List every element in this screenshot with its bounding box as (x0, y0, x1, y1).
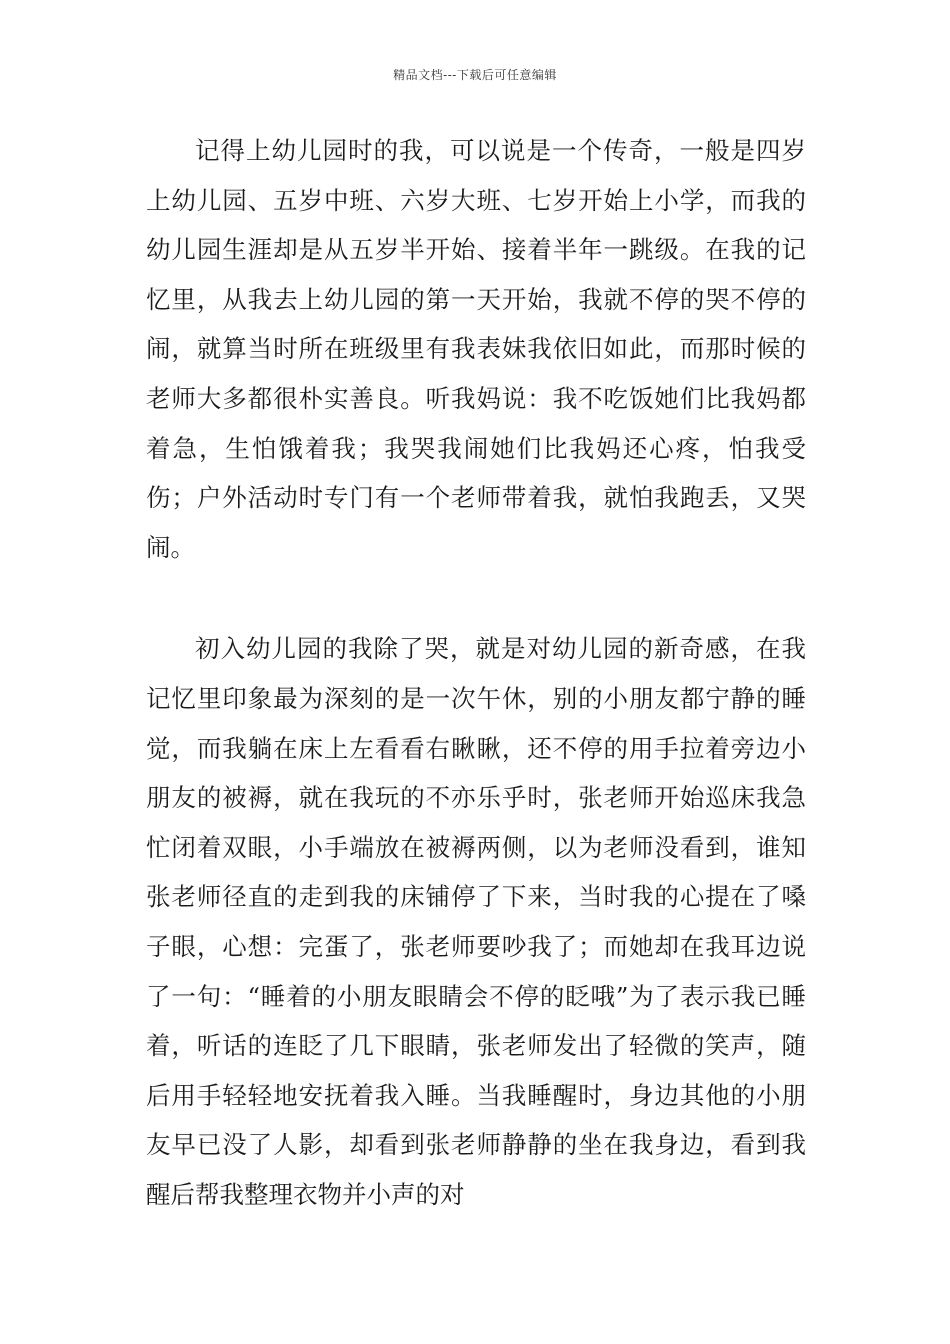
paragraph: 初入幼儿园的我除了哭，就是对幼儿园的新奇感，在我记忆里印象最为深刻的是一次午休，别的小朋友都宁静的睡觉，而我躺在床上左看看右瞅瞅，还不停的用手拉着旁边小朋友的被褥，就在我玩的不亦乐乎时，张老师开始巡床我急忙闭着双眼，小手端放在被褥两侧，以为老师没看到，谁知张老师径直的走到我的床铺停了下来，当时我的心提在了嗓子眼，心想：完蛋了，张老师要吵我了；而她却在我耳边说了一句：“睡着的小朋友眼睛会不停的眨哦”为了表示我已睡着，听话的连眨了几下眼睛，张老师发出了轻微的笑声，随后用手轻轻地安抚着我入睡。当我睡醒时，身边其他的小朋友早已没了人影，却看到张老师静静的坐在我身边，看到我醒后帮我整理衣物并小声的对 (146, 634, 806, 1209)
page-header: 精品文档---下载后可任意编辑 (393, 68, 557, 82)
document-body (146, 126, 806, 1219)
paragraph: 记得上幼儿园时的我，可以说是一个传奇，一般是四岁上幼儿园、五岁中班、六岁大班、七岁开始上小学，而我的幼儿园生涯却是从五岁半开始、接着半年一跳级。在我的记忆里，从我去上幼儿园的第一天开始，我就不停的哭不停的闹，就算当时所在班级里有我表妹我依旧如此，而那时候的老师大多都很朴实善良。听我妈说：我不吃饭她们比我妈都着急，生怕饿着我；我哭我闹她们比我妈还心疼，怕我受伤；户外活动时专门有一个老师带着我，就怕我跑丢，又哭闹。 (146, 136, 806, 562)
